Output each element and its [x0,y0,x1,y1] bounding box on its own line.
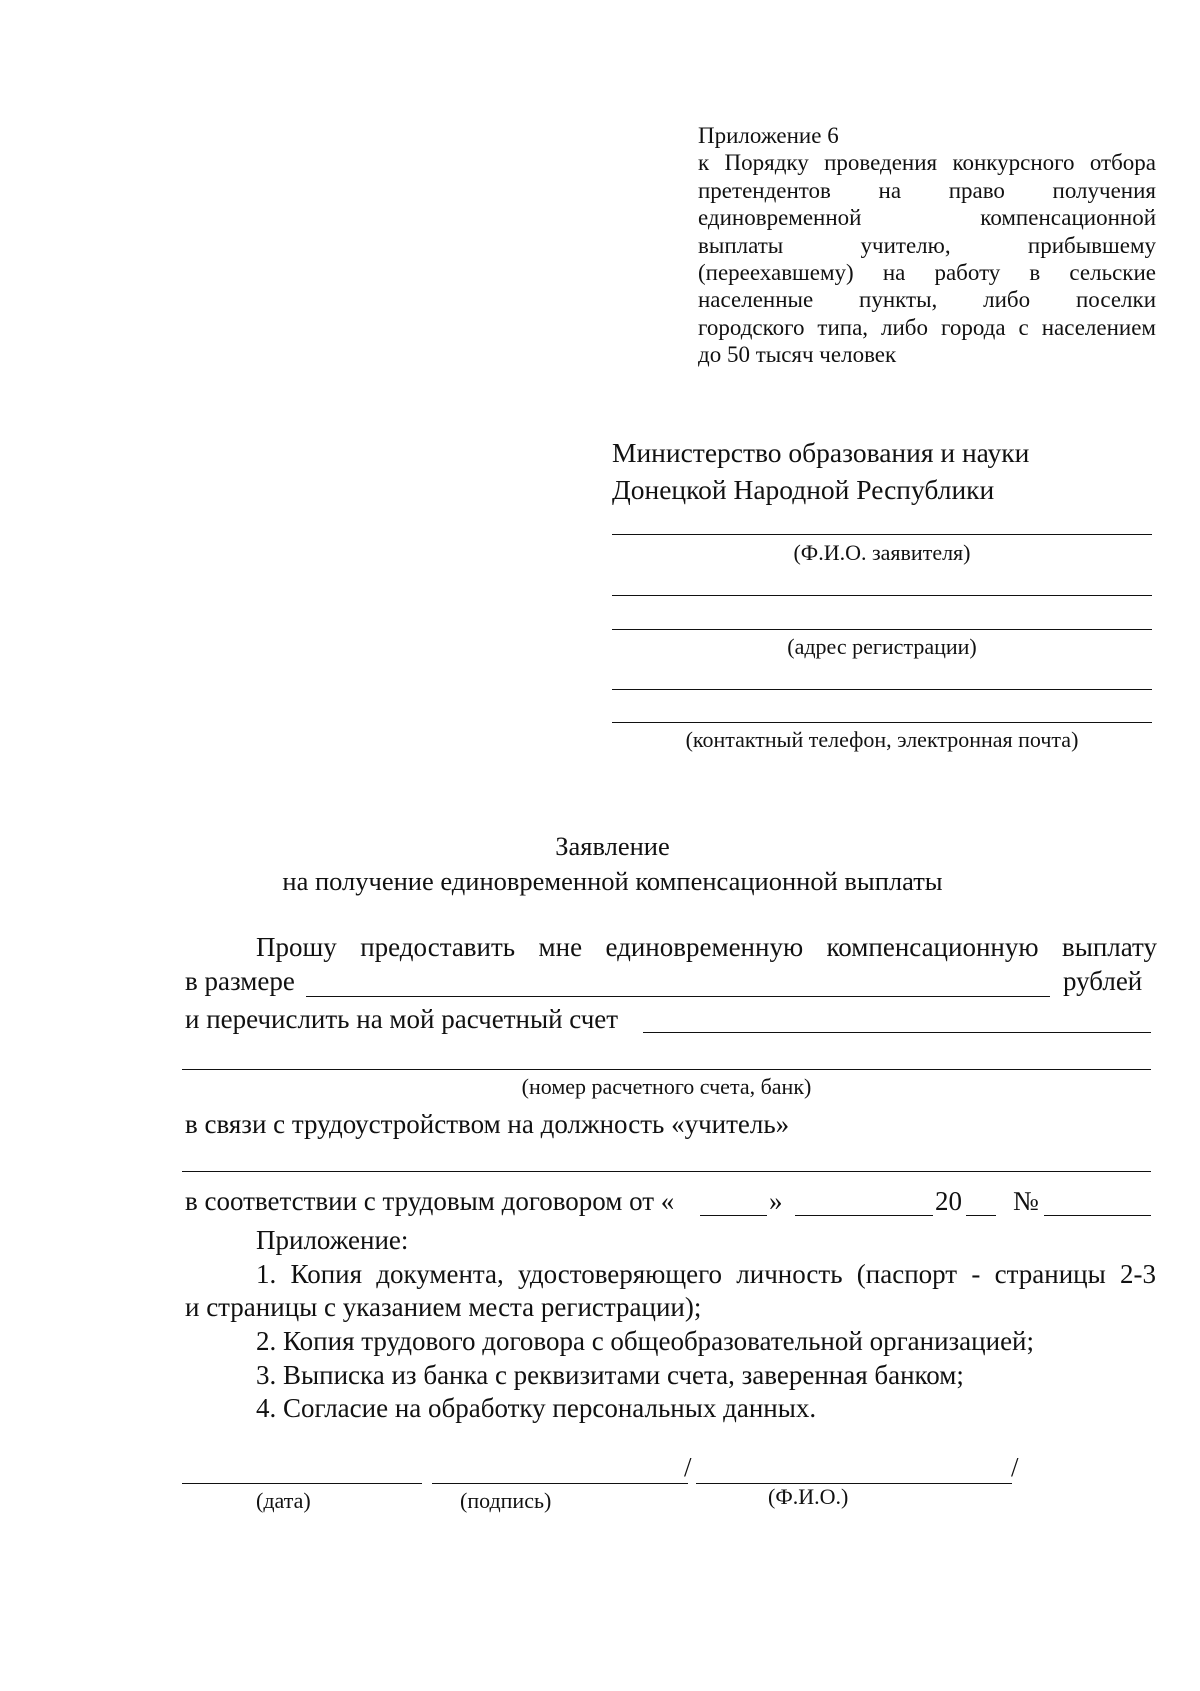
annex-line: до 50 тысяч человек [698,342,897,368]
account-field-2[interactable] [182,1069,1151,1070]
signature-separator-end: / [1011,1452,1019,1482]
attachments-heading: Приложение: [256,1225,409,1255]
contacts-caption: (контактный телефон, электронная почта) [685,727,1079,752]
signature-field[interactable] [432,1483,688,1484]
amount-label: в размере [185,966,295,996]
annex-line: (переехавшему) на работу в сельские [698,260,1156,286]
contacts-field-2[interactable] [612,722,1152,723]
registration-address-field-1[interactable] [612,595,1152,596]
annex-line: населенные пункты, либо поселки [698,287,1156,313]
document-title: Заявление [555,831,670,861]
contract-number-field[interactable] [1044,1215,1151,1216]
statement-line-1: Прошу предоставить мне единовременную компенсационную выплату [256,932,1157,962]
recipient-line-2: Донецкой Народной Республики [612,474,995,505]
signature-separator: / [684,1452,692,1482]
registration-address-caption: (адрес регистрации) [787,634,977,659]
annex-line: к Порядку проведения конкурсного отбора [698,150,1156,176]
annex-line: претендентов на право получения [698,177,1156,203]
position-field[interactable] [182,1171,1151,1172]
attachment-item-1-line-2: и страницы с указанием места регистрации); [185,1292,702,1322]
contract-label: в соответствии с трудовым договором от « [185,1186,675,1216]
applicant-name-field[interactable] [612,534,1152,535]
signature-caption: (подпись) [460,1488,552,1513]
annex-header [698,122,1156,369]
contract-month-field[interactable] [795,1215,933,1216]
contract-number-sign: № [1013,1186,1039,1216]
date-field[interactable] [182,1483,422,1484]
position-line: в связи с трудоустройством на должность «учитель» [185,1109,790,1139]
attachment-item-1-line-1: 1. Копия документа, удостоверяющего личность (паспорт - страницы 2-3 [256,1259,1156,1289]
contract-year-field[interactable] [966,1215,996,1216]
recipient-block [612,434,1029,508]
registration-address-field-2[interactable] [612,629,1152,630]
account-field-1[interactable] [643,1032,1151,1033]
account-caption: (номер расчетного счета, банк) [521,1074,812,1099]
attachment-item-3: 3. Выписка из банка с реквизитами счета, заверенная банком; [256,1360,964,1390]
annex-line: городского типа, либо города с населением [698,314,1156,340]
account-label: и перечислить на мой расчетный счет [185,1004,619,1034]
contract-year-prefix: 20 [935,1186,962,1216]
contract-close-quote: » [769,1186,783,1216]
amount-currency: рублей [1063,966,1143,996]
recipient-line-1: Министерство образования и науки [612,437,1030,468]
amount-field[interactable] [306,996,1050,997]
annex-line: выплаты учителю, прибывшему [698,232,1156,258]
annex-heading: Приложение 6 [698,123,839,148]
applicant-name-caption: (Ф.И.О. заявителя) [793,540,971,565]
full-name-field[interactable] [696,1483,1012,1484]
attachment-item-2: 2. Копия трудового договора с общеобразовательной организацией; [256,1326,1035,1356]
contacts-field-1[interactable] [612,689,1152,690]
annex-line: единовременной компенсационной [698,205,1156,231]
attachment-item-4: 4. Согласие на обработку персональных данных. [256,1393,817,1423]
contract-day-field[interactable] [700,1215,767,1216]
document-subtitle: на получение единовременной компенсационной выплаты [282,866,943,896]
full-name-caption: (Ф.И.О.) [768,1484,849,1509]
date-caption: (дата) [256,1488,311,1513]
